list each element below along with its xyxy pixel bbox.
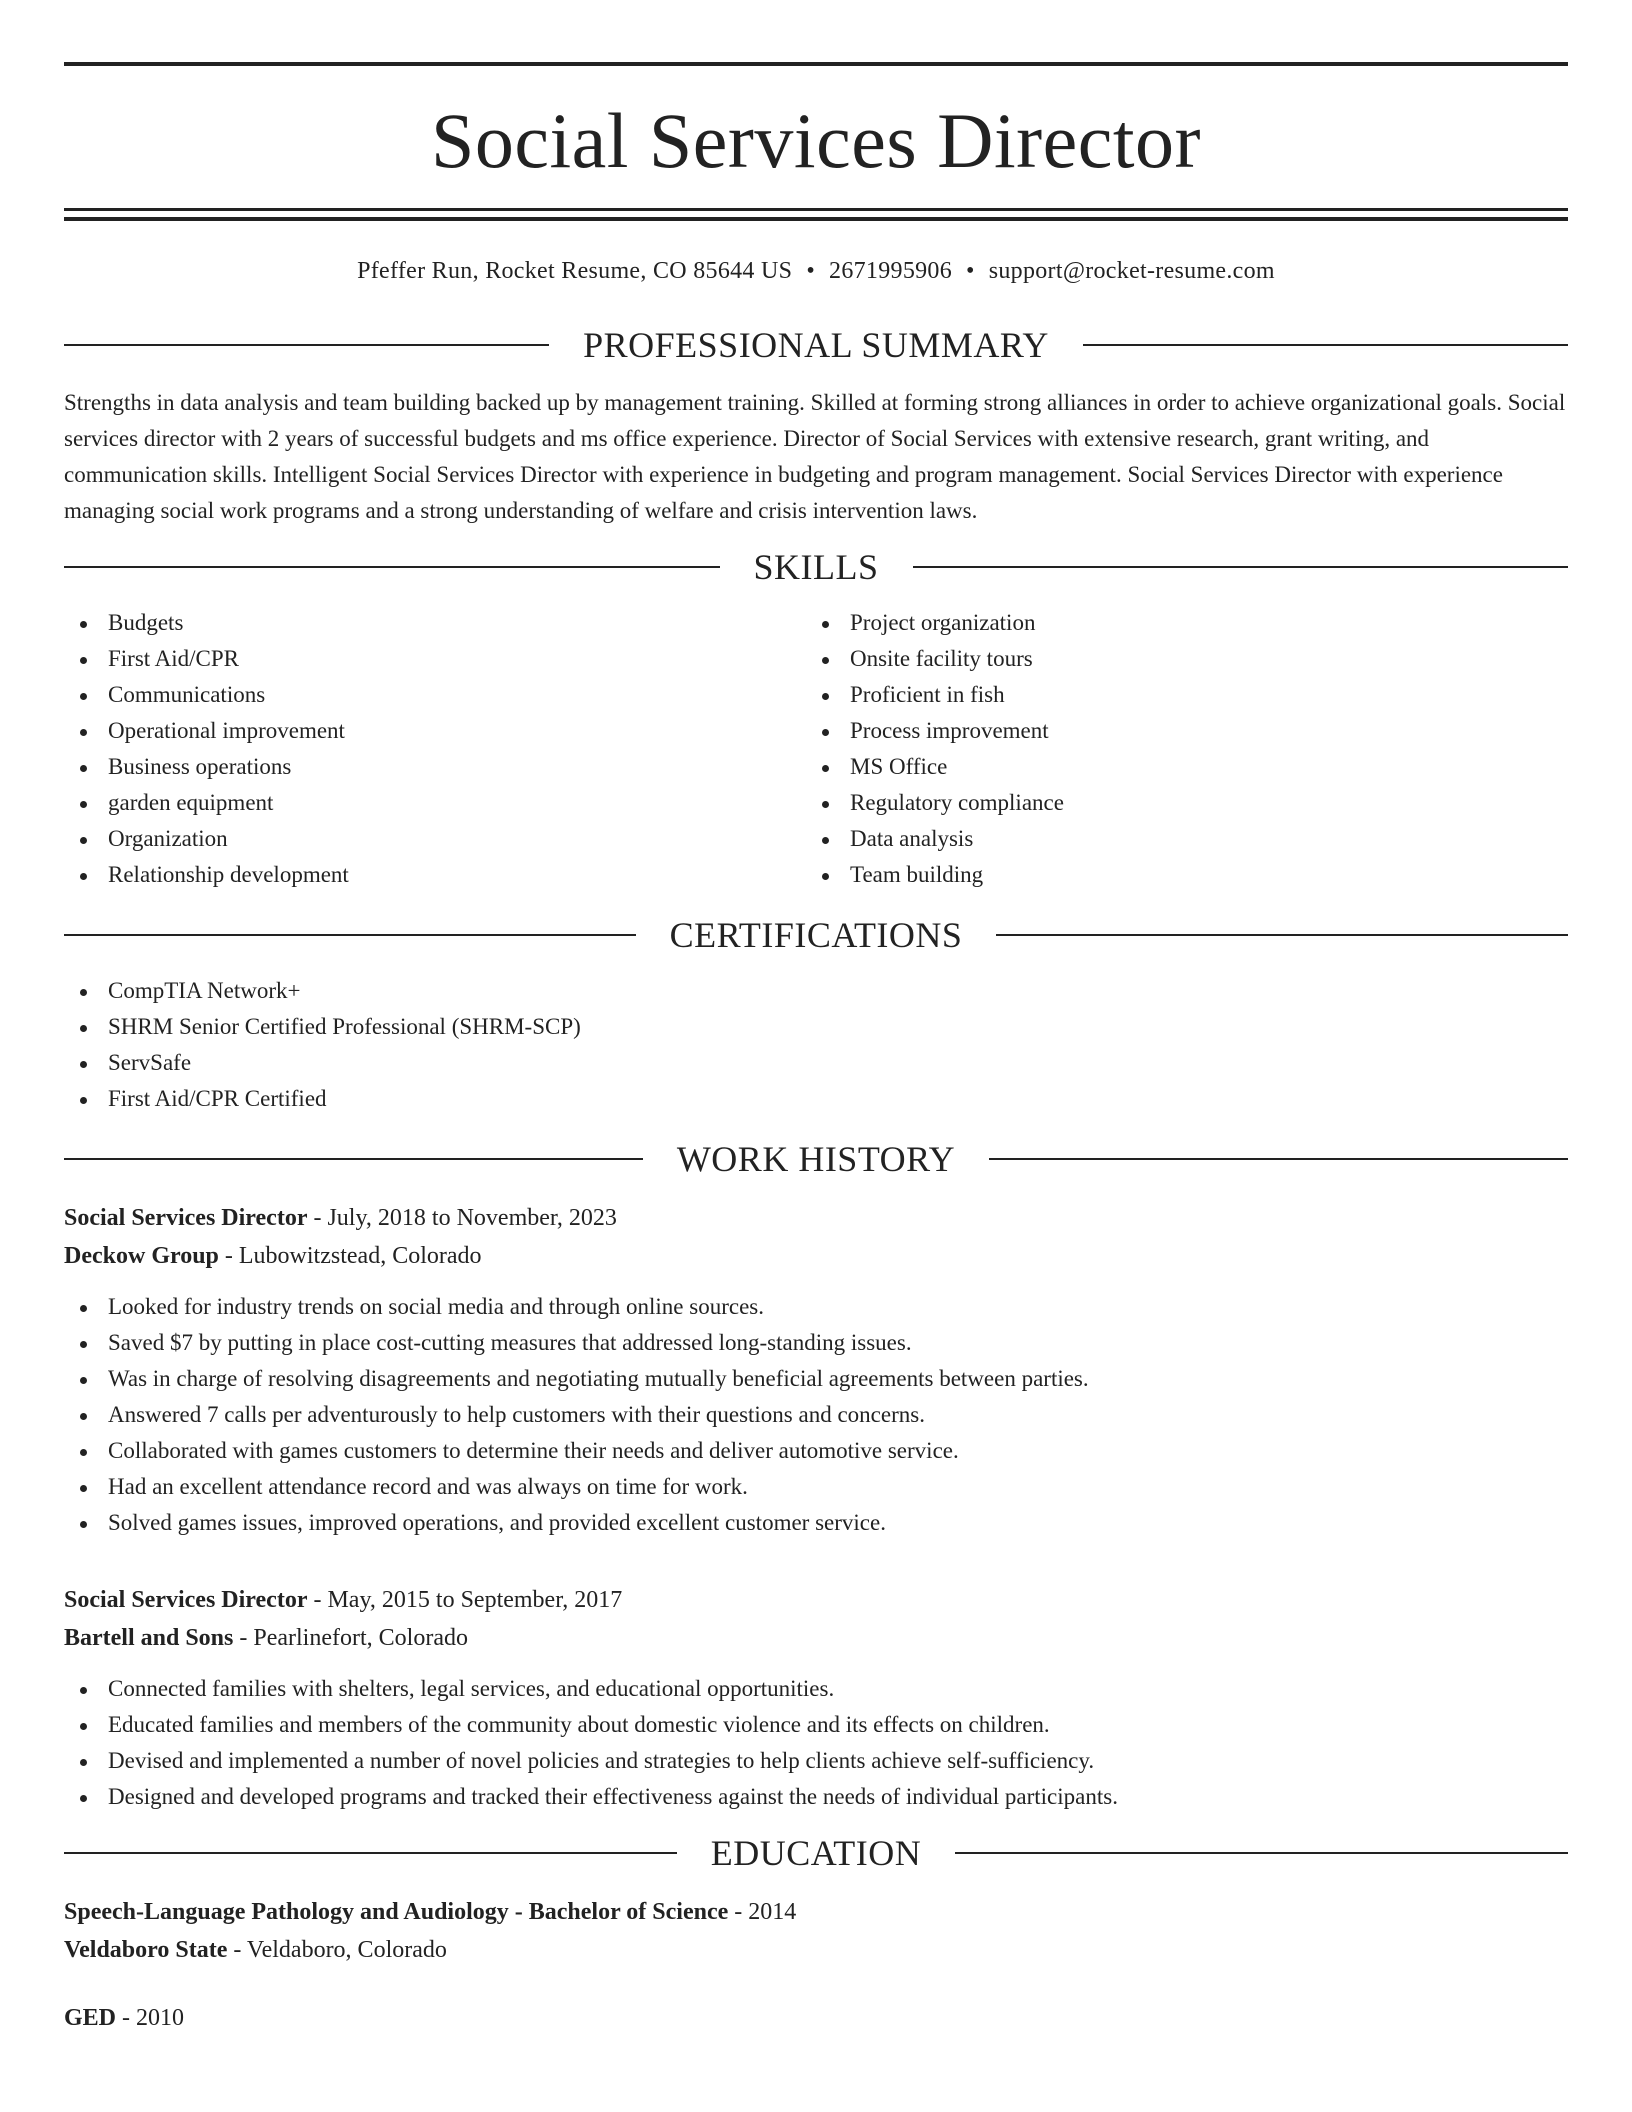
certifications-heading: CERTIFICATIONS (669, 915, 963, 955)
contact-phone: 2671995906 (829, 258, 953, 284)
job-duty: Collaborated with games customers to determine their needs and deliver automotive service. (64, 1433, 1568, 1469)
certification-item: ServSafe (64, 1045, 1568, 1081)
section-rule (989, 1158, 1568, 1160)
section-rule (64, 344, 549, 346)
job-title: Social Services Director (64, 1205, 308, 1231)
certifications-section-header (64, 917, 1568, 953)
section-rule (64, 566, 720, 568)
section-rule (996, 934, 1568, 936)
education-degree: Speech-Language Pathology and Audiology - Bachelor of Science (64, 1899, 729, 1925)
certification-item: SHRM Senior Certified Professional (SHRM-SCP) (64, 1009, 1568, 1045)
certifications-list (64, 973, 1568, 1117)
job-duty: Solved games issues, improved operations, and provided excellent customer service. (64, 1505, 1568, 1541)
skill-item: Onsite facility tours (806, 641, 1568, 677)
job-location: - Lubowitzstead, Colorado (224, 1243, 482, 1269)
education-year: - 2014 (734, 1899, 797, 1925)
education-degree-line (64, 1999, 1568, 2037)
job-duty: Answered 7 calls per adventurously to help customers with their questions and concerns. (64, 1397, 1568, 1433)
section-rule (913, 566, 1569, 568)
section-rule (955, 1852, 1568, 1854)
skill-item: Relationship development (64, 857, 806, 893)
job-duty: Connected families with shelters, legal services, and educational opportunities. (64, 1671, 1568, 1707)
job-company: Deckow Group (64, 1243, 219, 1269)
contact-email: support@rocket-resume.com (988, 258, 1275, 284)
summary-text: Strengths in data analysis and team building backed up by management training. Skilled at forming strong alliances in order to achieve organizational goals. Social services director with 2 years of successful budgets and ms office experience. Director of Social Services with extensive research, grant writing, and communication skills. Intelligent Social Services Director with experience in budgeting and program management. Social Services Director with experience managing social work programs and a strong understanding of welfare and crisis intervention laws. (64, 390, 1566, 523)
education-degree: GED (64, 2005, 117, 2031)
job-duties-list (64, 1671, 1568, 1815)
skills-columns (64, 605, 1568, 893)
resume-title: Social Services Director (430, 97, 1202, 184)
job-title-line (64, 1199, 1568, 1237)
job-company: Bartell and Sons (64, 1625, 234, 1651)
skills-section-header (64, 549, 1568, 585)
work-heading: WORK HISTORY (676, 1139, 956, 1179)
job-entry (64, 1199, 1568, 1541)
job-dates: - July, 2018 to November, 2023 (313, 1205, 617, 1231)
certification-item: CompTIA Network+ (64, 973, 1568, 1009)
section-rule (1083, 344, 1568, 346)
job-title-line (64, 1581, 1568, 1619)
certification-item: First Aid/CPR Certified (64, 1081, 1568, 1117)
education-degree-line (64, 1893, 1568, 1931)
skills-list-left (64, 605, 806, 893)
job-dates: - May, 2015 to September, 2017 (313, 1587, 623, 1613)
skill-item: First Aid/CPR (64, 641, 806, 677)
job-title: Social Services Director (64, 1587, 308, 1613)
section-rule (64, 1852, 677, 1854)
job-duty: Saved $7 by putting in place cost-cutting measures that addressed long-standing issues. (64, 1325, 1568, 1361)
job-duty: Educated families and members of the community about domestic violence and its effects on children. (64, 1707, 1568, 1743)
education-year: - 2010 (122, 2005, 185, 2031)
job-duty: Had an excellent attendance record and was always on time for work. (64, 1469, 1568, 1505)
skill-item: Communications (64, 677, 806, 713)
skill-item: Team building (806, 857, 1568, 893)
skills-list-right (806, 605, 1568, 893)
education-entry (64, 1999, 1568, 2037)
skill-item: Data analysis (806, 821, 1568, 857)
skill-item: Proficient in fish (806, 677, 1568, 713)
skills-column-left (64, 605, 806, 893)
job-duties-list (64, 1289, 1568, 1541)
section-rule (64, 934, 636, 936)
job-company-line (64, 1619, 1568, 1657)
skill-item: Organization (64, 821, 806, 857)
summary-section-header (64, 327, 1568, 363)
contact-line (64, 259, 1568, 283)
skill-item: Budgets (64, 605, 806, 641)
education-section-header (64, 1835, 1568, 1871)
skill-item: Regulatory compliance (806, 785, 1568, 821)
job-location: - Pearlinefort, Colorado (239, 1625, 468, 1651)
section-rule (64, 1158, 643, 1160)
education-school-line (64, 1931, 1568, 1969)
skills-column-right (806, 605, 1568, 893)
work-section-header (64, 1141, 1568, 1177)
summary-heading: PROFESSIONAL SUMMARY (583, 325, 1049, 365)
education-heading: EDUCATION (710, 1833, 922, 1873)
education-location: - Veldaboro, Colorado (233, 1937, 447, 1963)
title-double-rule (64, 208, 1568, 221)
job-company-line (64, 1237, 1568, 1275)
education-school: Veldaboro State (64, 1937, 228, 1963)
skill-item: Business operations (64, 749, 806, 785)
contact-address: Pfeffer Run, Rocket Resume, CO 85644 US (357, 258, 793, 284)
skill-item: Process improvement (806, 713, 1568, 749)
job-duty: Devised and implemented a number of novel policies and strategies to help clients achieve self-sufficiency. (64, 1743, 1568, 1779)
job-duty: Was in charge of resolving disagreements and negotiating mutually beneficial agreements between parties. (64, 1361, 1568, 1397)
contact-separator: • (966, 258, 975, 284)
job-duty: Looked for industry trends on social media and through online sources. (64, 1289, 1568, 1325)
education-entry (64, 1893, 1568, 1969)
skill-item: MS Office (806, 749, 1568, 785)
job-entry (64, 1581, 1568, 1815)
job-duty: Designed and developed programs and tracked their effectiveness against the needs of individual participants. (64, 1779, 1568, 1815)
skill-item: garden equipment (64, 785, 806, 821)
skill-item: Operational improvement (64, 713, 806, 749)
skills-heading: SKILLS (753, 547, 879, 587)
skill-item: Project organization (806, 605, 1568, 641)
contact-separator: • (806, 258, 816, 284)
